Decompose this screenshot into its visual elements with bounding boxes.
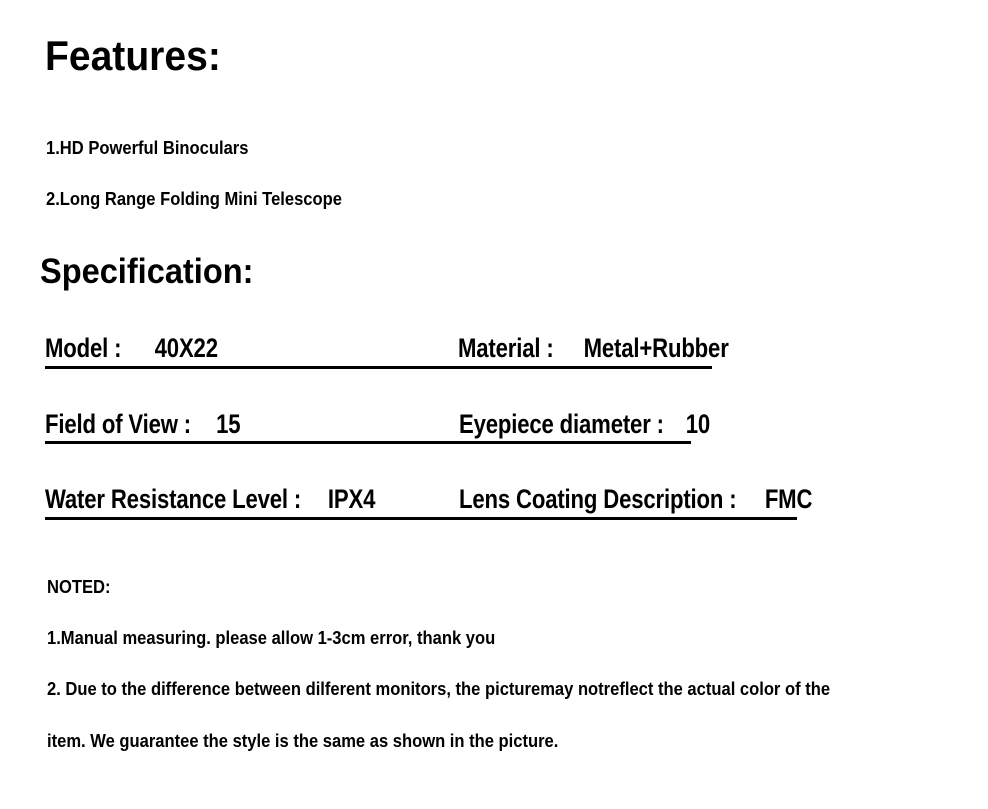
features-heading: Features:: [45, 32, 221, 79]
spec-value: 15: [216, 409, 241, 439]
spec-underline: [45, 517, 797, 520]
spec-label: Field of View :: [45, 409, 191, 439]
spec-right-cell: [459, 484, 812, 515]
noted-heading: NOTED:: [47, 577, 111, 597]
spec-label: Water Resistance Level :: [45, 484, 302, 514]
spec-left-cell: [45, 333, 218, 364]
spec-underline: [45, 366, 712, 369]
spec-label: Eyepiece diameter :: [459, 409, 664, 439]
spec-value: 10: [685, 409, 710, 439]
spec-value: IPX4: [327, 484, 376, 514]
feature-item: 1.HD Powerful Binoculars: [46, 138, 249, 158]
spec-label: Material :: [458, 333, 554, 363]
spec-right-cell: [458, 333, 729, 364]
spec-underline: [45, 441, 691, 444]
noted-line: 1.Manual measuring. please allow 1-3cm error, thank you: [47, 628, 496, 648]
spec-value: FMC: [764, 484, 813, 514]
spec-value: 40X22: [154, 333, 218, 363]
spec-left-cell: [45, 484, 375, 515]
spec-label: Model :: [45, 333, 122, 363]
specification-heading: Specification:: [40, 252, 254, 291]
spec-value: Metal+Rubber: [583, 333, 729, 363]
spec-label: Lens Coating Description :: [459, 484, 737, 514]
spec-left-cell: [45, 409, 240, 440]
spec-right-cell: [459, 409, 710, 440]
noted-line: 2. Due to the difference between dilferent monitors, the picturemay notreflect the actual color of the: [47, 679, 831, 699]
noted-line: item. We guarantee the style is the same as shown in the picture.: [47, 731, 559, 751]
feature-item: 2.Long Range Folding Mini Telescope: [46, 189, 342, 209]
